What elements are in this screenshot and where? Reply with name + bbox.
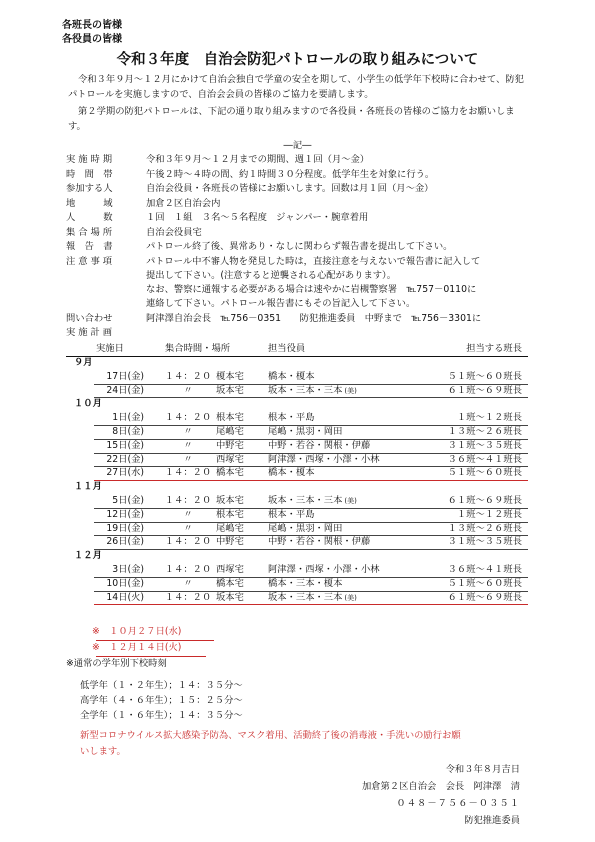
- table-cell-place: 坂本宅: [216, 384, 244, 396]
- table-row-rule: [94, 397, 528, 398]
- table-cell-place: 榎本宅: [216, 370, 244, 382]
- table-header-time-place: 集合時間・場所: [165, 343, 231, 354]
- dismissal-item: 全学年（１・６年生）；１４：３５分～: [80, 710, 243, 721]
- table-cell-leaders: ５１班～６０班長: [447, 467, 522, 479]
- table-cell-leaders: ３１班～３５班長: [447, 439, 522, 451]
- staff-names: 根本・平島: [268, 508, 315, 520]
- detail-value: 自治会役員・各班長の皆様にお願いします。回数は月１回（月～金）: [146, 183, 434, 194]
- table-cell-time: 〃: [183, 426, 193, 437]
- table-cell-leaders: １班～１２班長: [456, 412, 522, 424]
- table-header-rule: [66, 356, 528, 357]
- table-cell-place: 中野宅: [216, 439, 244, 451]
- staff-names: 坂本・三本・三本: [268, 384, 343, 396]
- table-cell-place: 根本宅: [216, 508, 244, 520]
- table-cell-leaders: ６１班～６９班長: [447, 591, 522, 603]
- intro-paragraph: 第２学期の防犯パトロールは、下記の通り取り組みますので各役員・各班長の皆様のご協力をお願いします。: [68, 106, 515, 132]
- detail-value: パトロール終了後、異常あり・なしに関わらず報告書を提出して下さい。: [146, 241, 453, 252]
- table-cell-leaders: ３１班～３５班長: [447, 536, 522, 548]
- note-continuation: 提出して下さい。(注意すると逆襲される心配があります）。: [146, 270, 396, 281]
- table-cell-date: 12日(金): [106, 508, 144, 520]
- staff-note: (美): [344, 497, 357, 505]
- changed-date-underline: [96, 656, 206, 657]
- detail-label: 地 域: [66, 197, 113, 209]
- staff-names: 尾嶋・黒羽・岡田: [268, 426, 343, 437]
- staff-names: 根本・平島: [268, 412, 315, 424]
- table-cell-date: 27日(水): [106, 467, 144, 479]
- staff-note: (美): [344, 593, 357, 602]
- table-cell-place: 中野宅: [216, 536, 244, 548]
- table-cell-leaders: １３班～２６班長: [447, 426, 522, 437]
- signature-name: 加倉第２区自治会 会長 阿津澤 清: [361, 781, 520, 792]
- staff-names: 中野・若谷・関根・伊藤: [268, 439, 371, 451]
- document-title: 令和３年度 自治会防犯パトロールの取り組みについて: [116, 52, 479, 68]
- table-cell-staff: [268, 536, 372, 548]
- table-cell-date: 14日(火): [106, 591, 144, 603]
- table-cell-place: 橋本宅: [216, 577, 244, 589]
- intro-paragraph: 令和３年９月～１２月にかけて自治会独自で学童の安全を期して、小学生の低学年下校時に合わせて、防犯パトロールを実施しますので、自治会会員の皆様のご協力を要請します。: [68, 74, 524, 100]
- table-header-staff: 担当役員: [268, 343, 306, 354]
- table-cell-date: 24日(金): [106, 384, 144, 396]
- dismissal-title: ※通常の学年別下校時刻: [66, 658, 167, 669]
- table-cell-date: 17日(金): [106, 370, 144, 382]
- staff-names: 中野・若谷・関根・伊藤: [268, 536, 371, 548]
- month-label: ９月: [74, 357, 93, 368]
- table-cell-staff: [268, 495, 357, 507]
- table-cell-leaders: ６１班～６９班長: [447, 495, 522, 506]
- detail-label: 実 施 時 期: [66, 154, 113, 165]
- table-header-date: 実施日: [96, 343, 124, 354]
- detail-value: パトロール中不審人物を発見した時は，直接注意を与えないで報告書に記入して: [146, 255, 481, 267]
- table-cell-place: 橋本宅: [216, 467, 244, 479]
- staff-names: 橋本・榎本: [268, 467, 315, 479]
- detail-value: 自治会役員宅: [146, 226, 202, 238]
- staff-names: 橋本・三本・榎本: [268, 577, 343, 589]
- table-cell-time: １４：２０: [164, 467, 212, 479]
- table-cell-staff: [268, 564, 382, 576]
- row-highlight-underline: [94, 604, 528, 605]
- table-cell-time: １４：２０: [164, 370, 212, 382]
- table-cell-date: 1日(金): [112, 412, 144, 424]
- detail-label: 人 数: [66, 212, 113, 223]
- table-cell-date: 8日(金): [112, 426, 144, 437]
- table-cell-leaders: ５１班～６０班長: [447, 370, 522, 382]
- changed-date: ※ １０月２７日(水): [92, 626, 182, 637]
- covid-note: 新型コロナウイルス拡大感染予防為、マスク着用、活動終了後の消毒液・手洗いの励行お願: [80, 730, 461, 741]
- contact-label: 問い合わせ: [66, 313, 113, 324]
- table-cell-leaders: ３６班～４１班長: [447, 564, 522, 575]
- table-cell-staff: [268, 523, 344, 535]
- month-label: １０月: [74, 398, 102, 410]
- table-cell-staff: [268, 592, 357, 604]
- table-cell-place: 西塚宅: [216, 564, 244, 575]
- staff-names: 坂本・三本・三本: [268, 495, 343, 506]
- table-cell-staff: [268, 440, 372, 452]
- signature-role: 防犯推進委員: [464, 815, 520, 826]
- table-cell-time: 〃: [183, 577, 193, 589]
- detail-value: 午後２時～４時の間、約１時間３０分程度。低学年生を対象に行う。: [146, 168, 435, 180]
- table-cell-staff: [268, 385, 357, 397]
- table-cell-leaders: １班～１２班長: [456, 508, 522, 520]
- table-cell-staff: [268, 509, 317, 521]
- signature-phone: ０４８－７５６－０３５１: [396, 798, 520, 809]
- table-cell-date: 19日(金): [106, 522, 144, 534]
- detail-label: 時 間 帯: [66, 168, 113, 180]
- table-cell-time: 〃: [183, 384, 193, 396]
- covid-note: いします。: [80, 746, 126, 757]
- changed-date: ※ １２月１４日(火): [92, 642, 182, 653]
- dismissal-item: 高学年（４・６年生）；１５：２５分～: [80, 695, 243, 706]
- table-cell-staff: [268, 454, 382, 466]
- detail-label: 集 合 場 所: [66, 226, 113, 238]
- table-cell-staff: [268, 426, 344, 438]
- table-header-leaders: 担当する班長: [466, 343, 522, 354]
- table-cell-place: 根本宅: [216, 412, 244, 424]
- table-cell-staff: [268, 371, 317, 383]
- signature-date: 令和３年８月吉日: [445, 764, 520, 775]
- row-highlight-underline: [94, 480, 528, 481]
- table-cell-time: 〃: [183, 522, 193, 534]
- table-cell-date: 22日(金): [106, 453, 144, 465]
- table-cell-place: 坂本宅: [216, 495, 244, 506]
- table-cell-place: 尾嶋宅: [216, 426, 244, 437]
- detail-label: 報 告 書: [66, 241, 113, 252]
- table-cell-time: 〃: [183, 439, 193, 451]
- table-cell-time: １４：２０: [164, 591, 212, 603]
- table-cell-date: 26日(金): [106, 536, 144, 548]
- table-cell-time: １４：２０: [164, 536, 212, 548]
- addressee-line: 各役員の皆様: [62, 34, 122, 45]
- table-cell-place: 西塚宅: [216, 453, 244, 465]
- table-cell-time: １４：２０: [164, 495, 212, 506]
- changed-date-underline: [96, 640, 214, 641]
- table-cell-date: 5日(金): [112, 495, 144, 506]
- table-cell-time: １４：２０: [164, 564, 212, 575]
- detail-label: 注 意 事 項: [66, 255, 113, 267]
- dismissal-item: 低学年（１・２年生）；１４：３５分～: [80, 680, 243, 691]
- table-cell-date: 10日(金): [106, 577, 144, 589]
- detail-value: 加倉２区自治会内: [146, 197, 221, 209]
- table-cell-leaders: ６１班～６９班長: [447, 384, 522, 396]
- detail-label: 参加する人: [66, 183, 113, 194]
- ki-marker: ―記―: [283, 140, 312, 151]
- table-cell-time: 〃: [183, 508, 193, 520]
- table-row-rule: [94, 549, 528, 550]
- table-cell-leaders: ３６班～４１班長: [447, 453, 522, 465]
- contact-value: 阿津澤自治会長 ℡756－0351 防犯推進委員 中野まで ℡756－3301に: [146, 313, 482, 324]
- month-label: １１月: [74, 481, 102, 493]
- table-cell-leaders: ５１班～６０班長: [447, 577, 522, 589]
- plan-label: 実 施 計 画: [66, 327, 113, 338]
- table-cell-time: 〃: [183, 453, 193, 465]
- note-continuation: 連絡して下さい。パトロール報告書にもその旨記入して下さい。: [146, 298, 416, 309]
- staff-names: 坂本・三本・三本: [268, 591, 343, 603]
- table-cell-staff: [268, 578, 344, 590]
- detail-value: １回 １組 ３名～５名程度 ジャンパー・腕章着用: [146, 212, 369, 223]
- table-cell-leaders: １３班～２６班長: [447, 522, 522, 534]
- table-cell-staff: [268, 467, 317, 479]
- month-label: １２月: [74, 550, 102, 562]
- staff-names: 尾嶋・黒羽・岡田: [268, 522, 343, 534]
- addressee-line: 各班長の皆様: [62, 20, 122, 31]
- table-cell-time: １４：２０: [164, 412, 212, 424]
- table-cell-place: 尾嶋宅: [216, 522, 244, 534]
- table-cell-date: 3日(金): [112, 564, 144, 575]
- staff-names: 阿津澤・西塚・小澤・小林: [268, 453, 380, 465]
- table-cell-date: 15日(金): [106, 439, 144, 451]
- table-cell-place: 坂本宅: [216, 591, 244, 603]
- staff-note: (美): [344, 386, 357, 395]
- staff-names: 阿津澤・西塚・小澤・小林: [268, 564, 380, 575]
- note-continuation: なお、警察に通報する必要がある場合は速やかに岩槻警察署 ℡757－0110に: [146, 284, 477, 295]
- staff-names: 橋本・榎本: [268, 370, 315, 382]
- detail-value: 令和３年９月～１２月までの期間、週１回（月～金）: [146, 154, 370, 165]
- table-cell-staff: [268, 412, 317, 424]
